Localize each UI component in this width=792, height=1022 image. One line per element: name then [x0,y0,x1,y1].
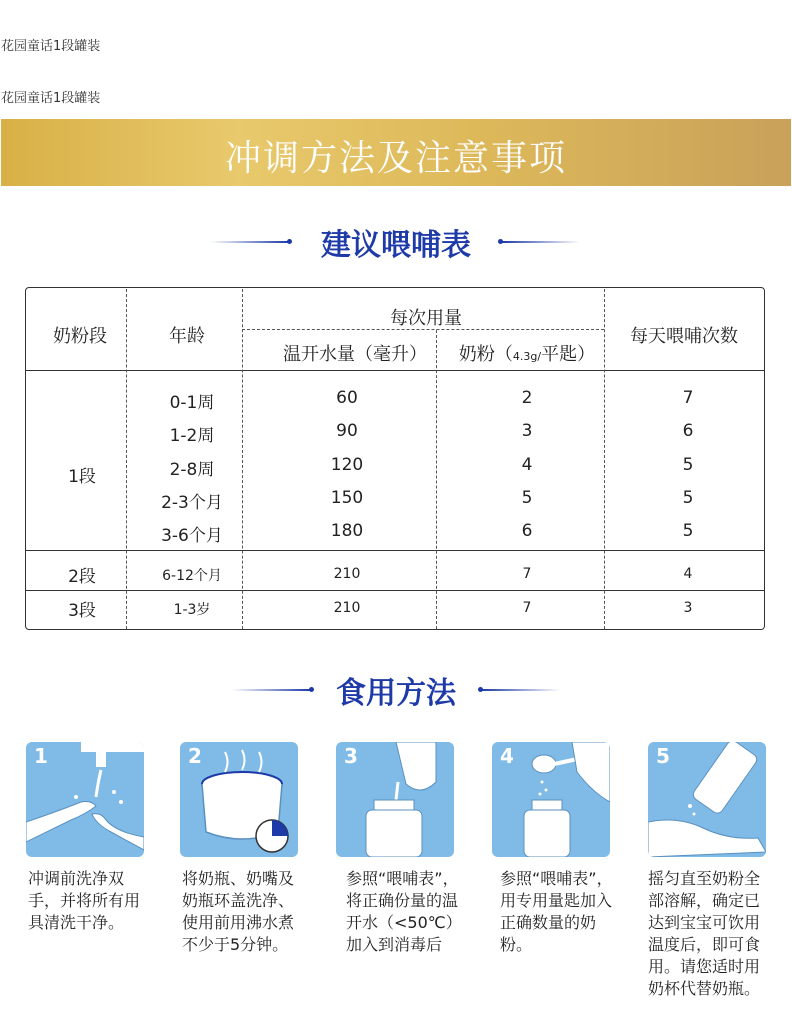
table-cell: 5 [682,521,694,541]
usage-title: 食用方法 [336,676,456,711]
step-1-number: 1 [34,744,48,768]
product-name-line-2: 花园童话1段罐装 [1,91,101,106]
feeding-table-title: 建议喂哺表 [321,228,471,263]
table-cell: 3 [521,421,533,441]
table-cell: 5 [682,488,694,508]
table-cell: 210 [333,566,361,582]
stage2-label: 2段 [68,567,96,587]
table-col-divider-2 [242,289,243,629]
product-name-line-1: 花园童话1段罐装 [1,39,101,54]
table-col-divider-3 [436,330,437,629]
step-3-number: 3 [344,744,358,768]
table-cell: 5 [521,488,533,508]
table-col-divider-4 [604,289,605,629]
table-col-divider-1 [126,289,127,629]
step-1-image [26,742,144,857]
table-cell: 2-8周 [169,460,215,480]
header-powder-suffix: 平匙） [541,344,596,365]
table-cell: 60 [336,388,358,408]
header-powder-prefix: 奶粉（ [458,344,513,365]
stage1-label: 1段 [68,467,96,487]
table-cell: 120 [330,455,364,475]
step-4-text: 参照“喂哺表”，用专用量匙加入正确数量的奶粉。 [500,869,613,954]
table-cell: 4 [683,566,693,582]
title-deco-line-right [502,241,580,243]
step-3-text: 参照“喂哺表”，将正确份量的温开水（<50℃）加入到消毒后 [346,869,462,954]
header-stage: 奶粉段 [53,326,107,347]
header-powder-unit: 4.3g/ [512,350,542,363]
table-cell: 7 [522,600,532,616]
table-cell: 210 [333,600,361,616]
table-header-divider [26,370,765,371]
table-cell: 5 [682,455,694,475]
table-cell: 2-3个月 [161,493,223,513]
header-age: 年龄 [169,326,205,347]
table-cell: 6-12个月 [162,568,222,584]
step-2-number: 2 [188,744,202,768]
header-daily: 每天喂哺次数 [630,326,738,347]
table-cell: 1-2周 [169,426,215,446]
stage3-label: 3段 [68,601,96,621]
table-cell: 90 [336,421,358,441]
banner-title: 冲调方法及注意事项 [224,138,567,179]
step-3-image [336,742,454,857]
table-cell: 3-6个月 [161,526,223,546]
step-4-image [492,742,610,857]
table-cell: 2 [521,388,533,408]
step-5-text: 摇匀直至奶粉全部溶解，确定已达到宝宝可饮用温度后，即可食用。请您适时用奶杯代替奶瓶。 [648,869,761,998]
step-5-number: 5 [656,744,670,768]
table-cell: 3 [683,600,693,616]
table-cell: 1-3岁 [173,602,211,618]
step-2-text: 将奶瓶、奶嘴及奶瓶环盖洗净、使用前用沸水煮不少于5分钟。 [182,869,295,954]
table-cell: 4 [521,455,533,475]
table-cell: 150 [330,488,364,508]
table-cell: 180 [330,521,364,541]
step-4-number: 4 [500,744,514,768]
table-cell: 7 [522,566,532,582]
table-cell: 6 [682,421,694,441]
table-stage1-divider [26,550,765,551]
usage-deco-line-right [482,689,560,691]
step-1-text: 冲调前洗净双手，并将所有用具清洗干净。 [28,869,141,932]
table-cell: 6 [521,521,533,541]
step-5-image [648,742,766,857]
header-powder [459,340,595,366]
header-water: 温开水量（毫升） [283,344,427,365]
table-stage2-divider [26,590,765,591]
header-per-feed: 每次用量 [390,308,462,329]
step-2-image [180,742,298,857]
table-cell: 7 [682,388,694,408]
table-cell: 0-1周 [169,393,215,413]
